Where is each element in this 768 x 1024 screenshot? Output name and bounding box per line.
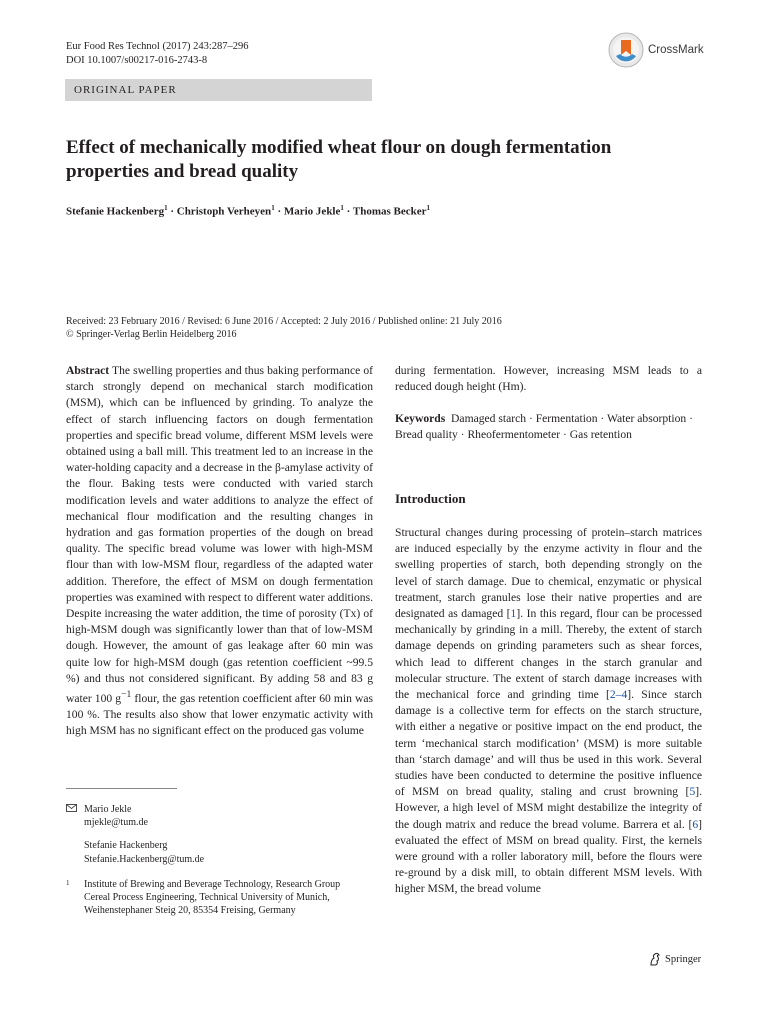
- intro-text: ] evaluated the effect of MSM on bread quality. First, the kernels were ground with a roller laboratory mill, before the flours were re-ground by a disk mill, to obtain different MSM levels. With higher MSM, the bread volume: [395, 817, 702, 896]
- author-affil: 1: [426, 204, 430, 212]
- unit-superscript: −1: [121, 689, 132, 701]
- journal-citation: [66, 40, 249, 68]
- springer-horse-icon: [648, 952, 662, 966]
- affiliation-text: Institute of Brewing and Beverage Technology, Research Group Cereal Process Engineering, Technical University of Munich, Weihenstephaner Steig 20, 85354 Freising, Germany: [84, 879, 341, 917]
- author-name[interactable]: Mario Jekle: [283, 205, 341, 218]
- author-name[interactable]: Christoph Verheyen: [176, 205, 272, 218]
- author-name[interactable]: Thomas Becker: [352, 205, 427, 218]
- keywords-label: Keywords: [395, 412, 446, 425]
- intro-text: ]. Since starch damage is a collective term for effects on the starch structure, with either a negative or positive impact on the end product, the term ‘mechanical starch modification’ (MSM) is more suitable than ‘starch damage’ and will thus be used in this work. Several studies have been conducted to determine the positive influence of MSM on bread quality, staling and crust browning [: [395, 688, 702, 799]
- author-separator: ·: [274, 205, 284, 218]
- introduction-body: [395, 525, 702, 898]
- footnote-divider: [66, 788, 177, 789]
- keywords-text: Damaged starch · Fermentation · Water absorption · Bread quality · Rheofermentometer · Gas retention: [395, 412, 693, 442]
- crossmark-icon: [608, 32, 644, 68]
- paper-type-band: [65, 79, 372, 101]
- affiliation-number: 1: [66, 879, 70, 887]
- affiliation-footnote: [66, 878, 366, 918]
- contact-email[interactable]: mjekle@tum.de: [84, 817, 148, 829]
- abstract-body-continued: flour, the gas retention coefficient after 60 min was 100 %. The results also show that lower enzymatic activity with high MSM has no significant effect on the produced gas volume: [66, 691, 373, 738]
- paper-title: Effect of mechanically modified wheat flour on dough fermentation properties and bread quality: [66, 137, 612, 182]
- abstract-section: [66, 363, 373, 740]
- introduction-paragraph: [395, 525, 702, 898]
- contact-email[interactable]: Stefanie.Hackenberg@tum.de: [84, 853, 205, 865]
- author-affil: 1: [271, 204, 275, 212]
- author-separator: ·: [343, 205, 353, 218]
- crossmark-label: CrossMark: [648, 44, 704, 56]
- publisher-name: Springer: [665, 953, 702, 965]
- citation-link[interactable]: 5: [689, 785, 696, 799]
- citation-link[interactable]: 6: [692, 817, 699, 831]
- abstract-body: The swelling properties and thus baking performance of starch strongly depend on mechanical starch modification (MSM), which can be influenced by grinding. To analyze the effect of starch influencing factors on dough fermentation properties and specific bread volume, different MSM levels were obtained using a ball mill. This treatment led to an increase in the water-holding capacity and a decrease in the β-amylase activity of the flour. Baking tests were conducted with varied starch modification levels and water additions to analyze the effect of mechanical flour modification and the resulting changes in hydration and gas formation properties of the dough on bread quality. The specific bread volume was lower with high-MSM flour than with low-MSM flour, regardless of the adapted water addition. Therefore, the effect of MSM on dough fermentation properties was examined with respect to different water additions. Despite increasing the water addition, the time of porosity (Tx) of high-MSM dough was significantly lower than that of low-MSM dough. However, the amount of gas leakage after 60 min was quite low for high-MSM dough (gas retention coefficient ~99.5 %) and thus not considered significant. By adding 58 and 83 g water 100 g: [66, 364, 373, 705]
- publication-dates: [66, 315, 502, 341]
- author-affil: 1: [340, 204, 344, 212]
- author-separator: ·: [167, 205, 177, 218]
- intro-text: ]. However, a high level of MSM might destabilize the integrity of the dough matrix and reduce the bread volume. Barrera et al. [: [395, 785, 702, 831]
- publisher-logo: [648, 952, 701, 966]
- journal-line: Eur Food Res Technol (2017) 243:287–296: [66, 41, 249, 52]
- author-list: [66, 204, 430, 218]
- intro-text: ]. In this regard, flour can be processed mechanically by grinding in a mill. Thereby, the extent of starch damage depends on grinding parameters such as shear forces, which lead to different changes in the starch granular and molecular structure. The extent of starch damage increases with the mechanical force and grinding time [: [395, 607, 703, 702]
- paper-type: ORIGINAL PAPER: [74, 84, 177, 96]
- author-affil: 1: [164, 204, 168, 212]
- abstract-text: [66, 363, 373, 740]
- abstract-continued: [395, 363, 702, 395]
- doi-line[interactable]: DOI 10.1007/s00217-016-2743-8: [66, 55, 208, 66]
- contact-name: Stefanie Hackenberg: [84, 840, 168, 852]
- crossmark-badge[interactable]: [608, 32, 704, 68]
- intro-text: Structural changes during processing of protein–starch matrices are induced especially by the enzyme activity in flour and the swelling properties of starch, both depending strongly on the level of starch damage. Due to chemical, enzymatic or physical treatment, starch granules lose their native properties and are designated as damaged [: [395, 526, 702, 621]
- citation-link[interactable]: 1: [510, 607, 517, 621]
- keywords-section: [395, 411, 702, 443]
- abstract-label: Abstract: [66, 364, 110, 377]
- introduction-heading: Introduction: [395, 491, 466, 506]
- envelope-icon: [66, 803, 84, 829]
- copyright-line: © Springer-Verlag Berlin Heidelberg 2016: [66, 329, 237, 340]
- corresponding-contacts: [66, 803, 204, 866]
- contact-name: Mario Jekle: [84, 804, 132, 815]
- citation-link[interactable]: 2–4: [609, 688, 628, 702]
- abstract-continuation: during fermentation. However, increasing MSM leads to a reduced dough height (Hm).: [395, 364, 702, 394]
- author-name[interactable]: Stefanie Hackenberg: [66, 205, 165, 218]
- date-history: Received: 23 February 2016 / Revised: 6 June 2016 / Accepted: 2 July 2016 / Published online: 21 July 2016: [66, 316, 502, 327]
